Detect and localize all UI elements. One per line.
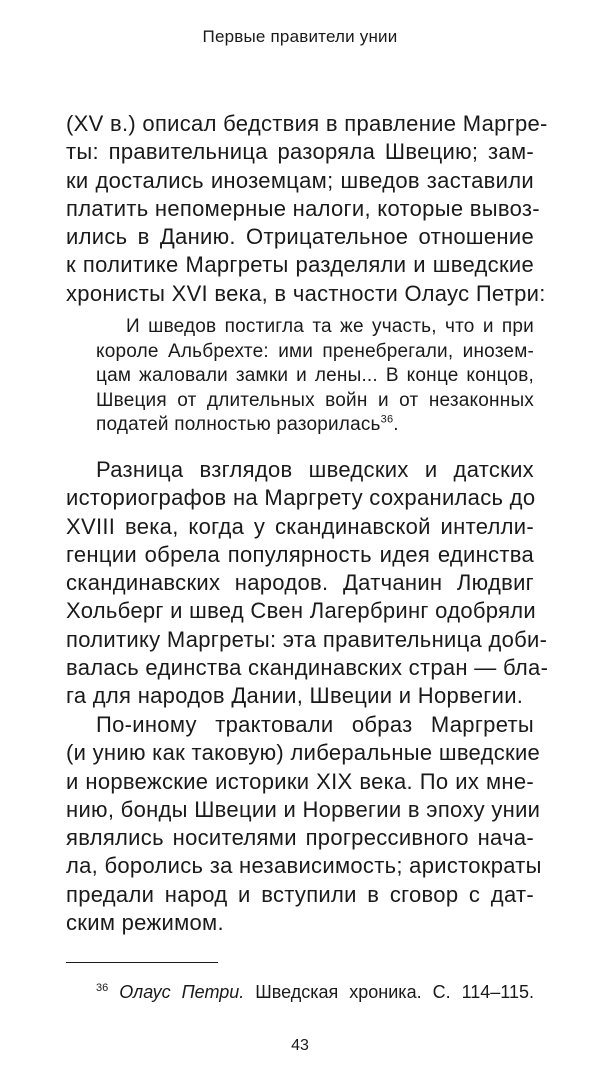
paragraph-3 [66,711,542,937]
quote-line: цам жаловали замки и лены... В конце концов, [96,365,534,386]
text-line: валась единства скандинавских стран — бла- [66,655,549,681]
quote-line: Швеция от длительных войн и от незаконных [96,389,534,411]
text-line: ки достались иноземцам; шведов заставили [66,167,534,193]
text-line: генции обрела популярность идея единства [66,541,534,567]
text-line: Хольберг и швед Свен Лагербринг одобряли [66,598,537,624]
text-line: ла, боролись за независимость; аристократы [66,853,542,879]
text-line: хронисты XVI века, в частности Олаус Петри: [66,280,546,306]
text-line: ились в Данию. Отрицательное отношение [66,224,534,250]
text-line: XVIII века, когда у скандинавской интелли- [66,513,534,539]
text-line: ты: правительница разоряла Швецию; зам- [66,139,534,165]
paragraph-1 [66,110,548,308]
text-line: скандинавских народов. Датчанин Людвиг [66,570,534,596]
text-line: платить непомерные налоги, которые вывоз- [66,195,540,221]
text-line: нию, бонды Швеции и Норвегии в эпоху унии [66,796,541,822]
page-number: 43 [291,1037,309,1054]
running-head: Первые правители унии [202,27,398,46]
footnote-divider [66,962,218,963]
text-line: ским режимом. [66,910,224,936]
text-line: Разница взглядов шведских и датских [96,457,534,482]
text-line: (и унию как таковую) либеральные шведские [66,740,541,766]
text-line: к политике Маргреты разделяли и шведские [66,252,534,278]
text-line: (XV в.) описал бедствия в правление Маргре- [66,111,548,136]
text-line: и норвежские историки XIX века. По их мне- [66,768,534,794]
quote-end: . [393,414,399,435]
block-quote [96,315,534,438]
text-line: га для народов Дании, Швеции и Норвегии. [66,683,524,709]
footnote [96,980,534,1004]
text-line: являлись носителями прогрессивного нача- [66,825,534,851]
footnote-number: 36 [96,982,109,994]
text-line: политику Маргреты: эта правительница доби- [66,626,548,652]
paragraph-2 [66,456,549,711]
quote-line: И шведов постигла та же участь, что и при [126,316,534,337]
quote-line: короле Альбрехте: ими пренебрегали, инозем- [96,340,534,362]
text-line: По-иному трактовали образ Маргреты [96,712,534,737]
text-line: историографов на Маргрету сохранилась до [66,485,536,511]
text-line: предали народ и вступили в сговор с дат- [66,881,534,907]
quote-last-text: податей полностью разорилась [96,414,381,435]
quote-line [96,413,534,438]
footnote-author: Олаус Петри. [119,982,245,1002]
footnote-reference[interactable]: 36 [380,413,394,426]
footnote-text: Шведская хроника. С. 114–115. [255,982,534,1002]
